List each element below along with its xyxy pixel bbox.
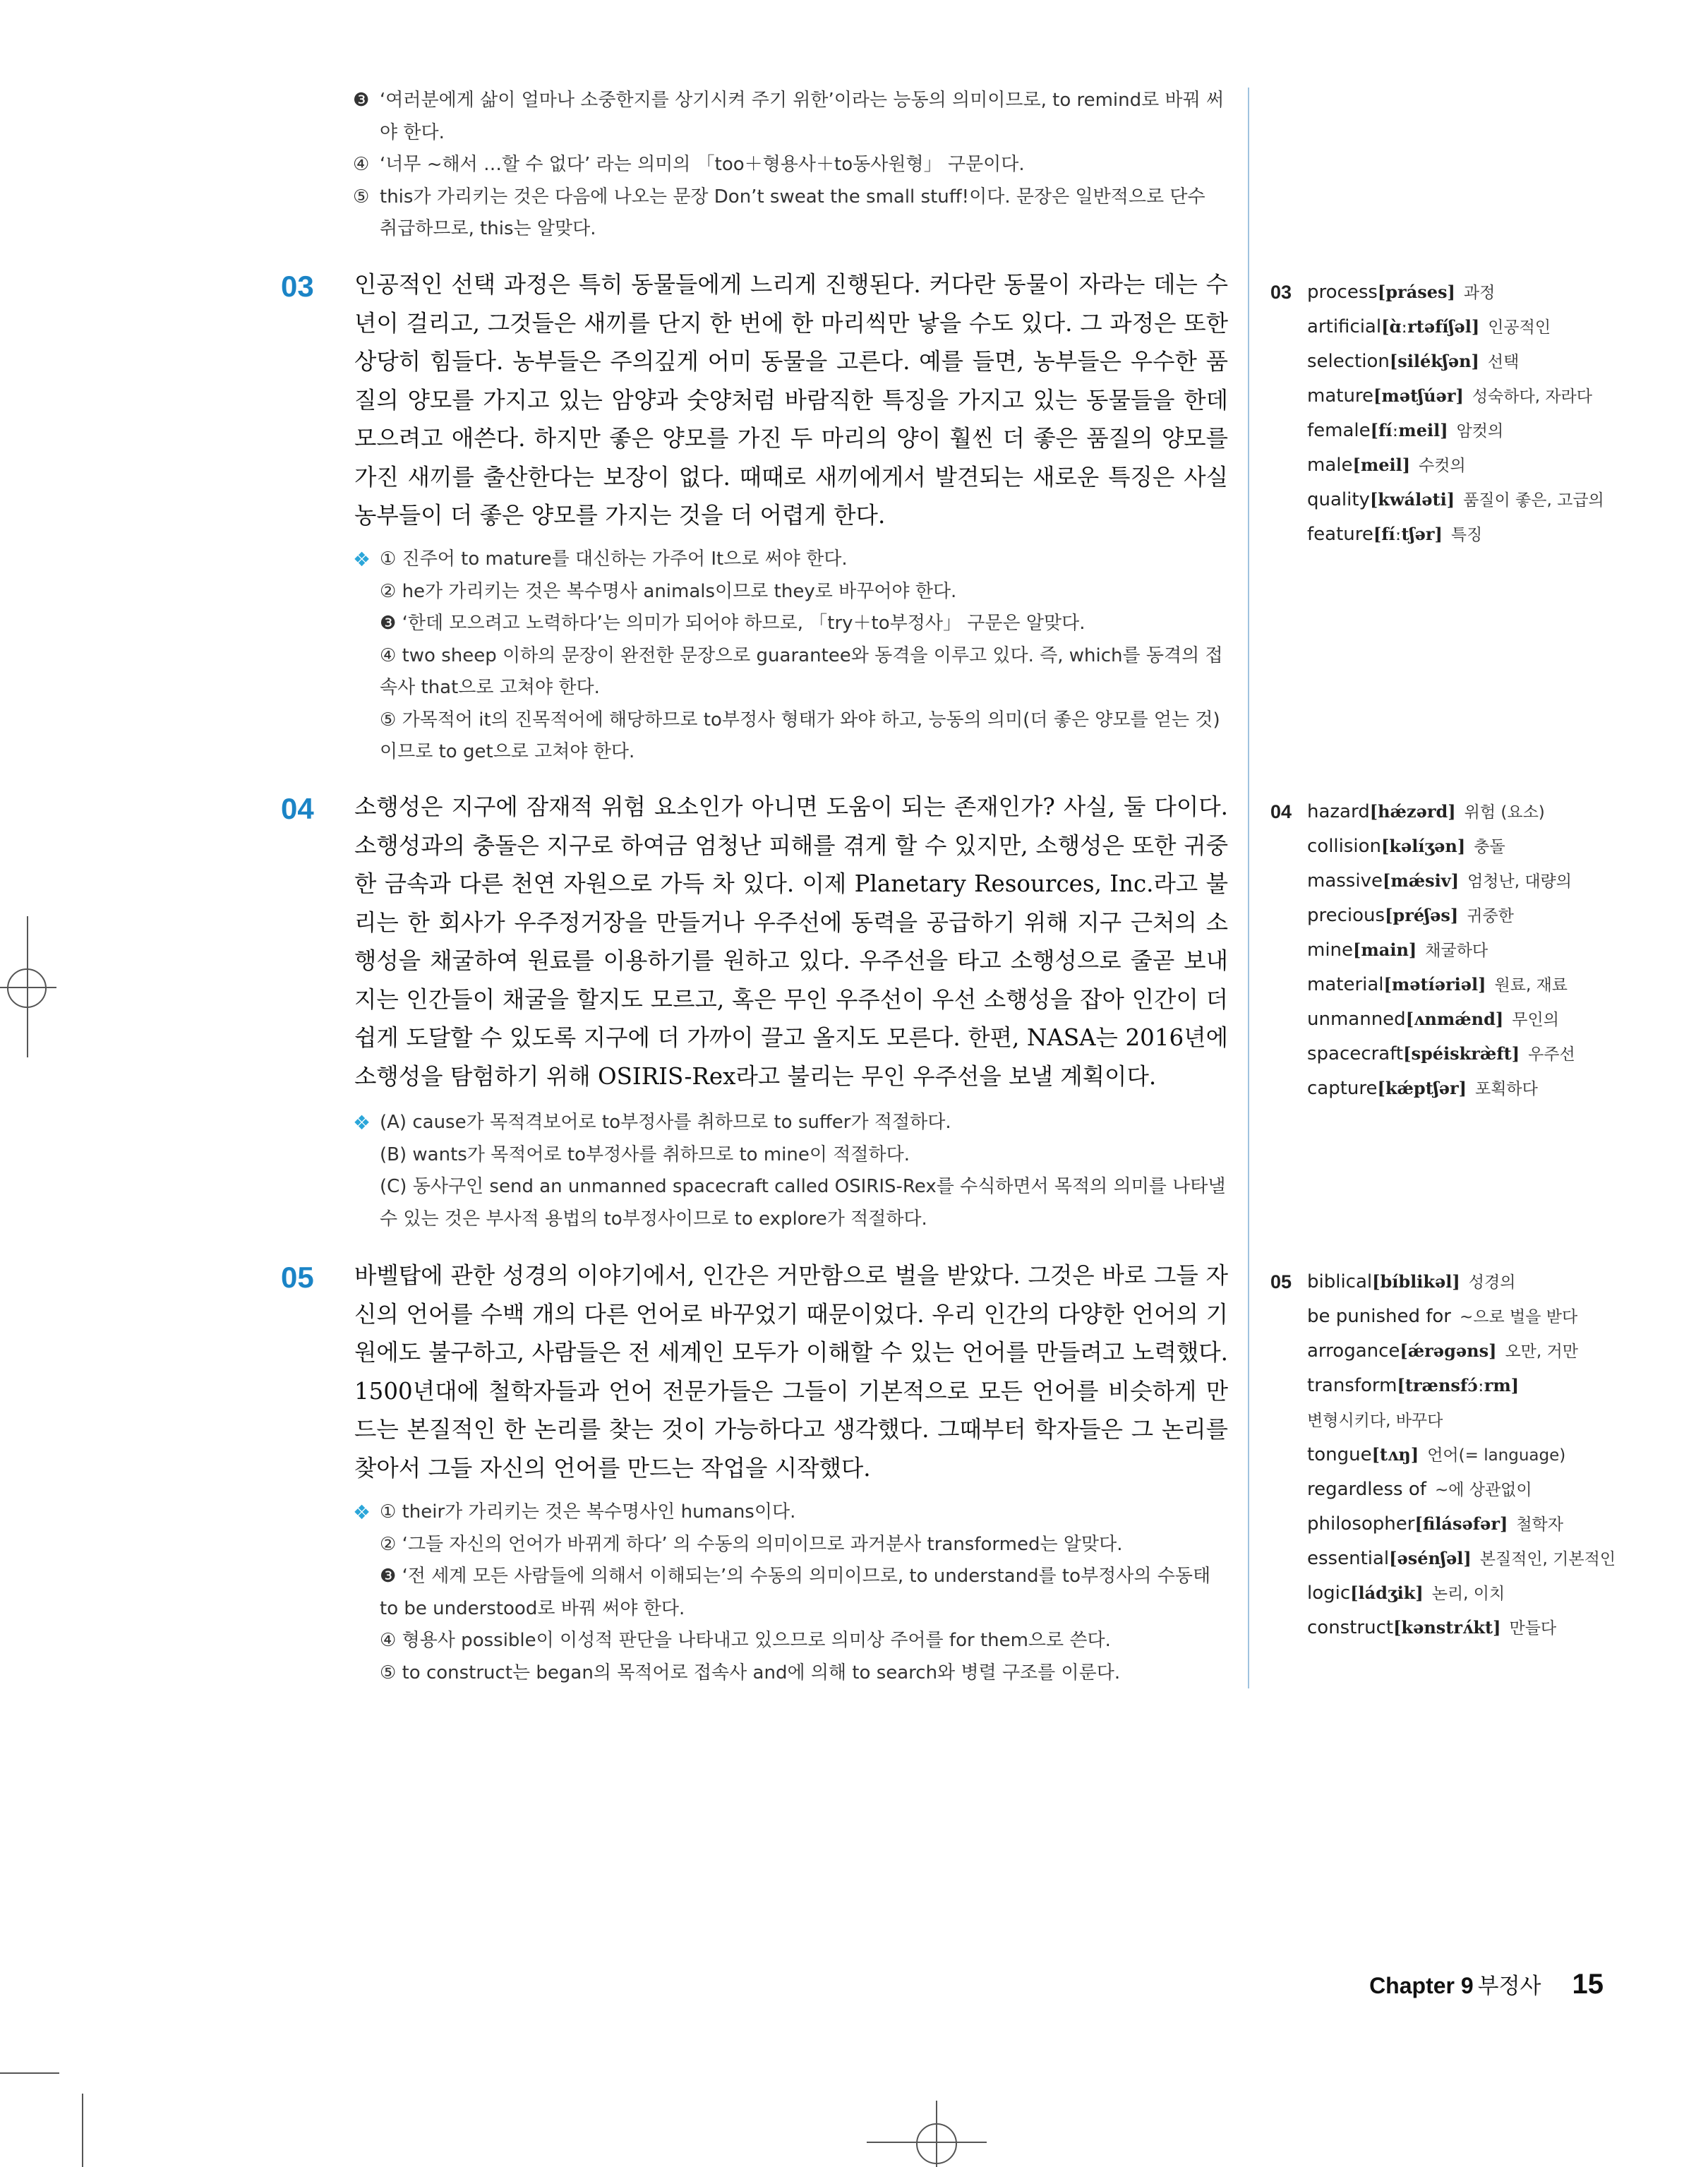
vocab-number: 04 — [1270, 801, 1292, 822]
note-item: ❖ (A) cause가 목적격보어로 to부정사를 취하므로 to suffer가 적절하다. — [353, 1107, 1228, 1139]
vocab-item — [1307, 1403, 1639, 1438]
explanation-notes — [353, 1107, 1228, 1235]
vocab-pronunciation: [kənstrʌ́kt] — [1393, 1617, 1501, 1638]
vocab-item — [1307, 1438, 1639, 1472]
vocab-pronunciation: [mətʃúər] — [1373, 385, 1464, 406]
vocab-meaning: 채굴하다 — [1425, 942, 1489, 960]
vocab-word: arrogance — [1307, 1340, 1400, 1362]
note-item: ❖ ① 진주어 to mature를 대신하는 가주어 It으로 써야 한다. — [353, 544, 1228, 576]
vocab-pronunciation: [spéiskræ̀ft] — [1403, 1043, 1520, 1064]
page-number: 15 — [1572, 1969, 1604, 2000]
vocab-pronunciation: [trænsfɔ́ːrm] — [1397, 1375, 1520, 1395]
diamond-bullet-icon: ❖ — [353, 1501, 371, 1524]
vocab-pronunciation: [main] — [1353, 940, 1417, 960]
vocab-item — [1307, 1369, 1639, 1403]
vocab-word: philosopher — [1307, 1513, 1415, 1535]
vocab-word: massive — [1307, 870, 1383, 892]
section-number: 04 — [281, 792, 314, 825]
vocab-word: female — [1307, 420, 1371, 441]
page-footer — [1369, 1968, 1604, 2000]
vocab-number: 03 — [1270, 282, 1292, 303]
vocab-meaning: 충돌 — [1474, 838, 1505, 856]
vocab-pronunciation: [mǽsiv] — [1382, 870, 1460, 891]
vocab-pronunciation: [ʌnmǽnd] — [1405, 1009, 1504, 1029]
vocab-list — [1307, 1265, 1639, 1645]
note-item: (B) wants가 목적어로 to부정사를 취하므로 to mine이 적절하다. — [380, 1143, 910, 1165]
registration-mark — [916, 2123, 957, 2164]
vocab-pronunciation: [əsénʃəl] — [1389, 1548, 1472, 1568]
vocab-item — [1307, 1611, 1639, 1645]
vocab-meaning: 논리, 이치 — [1431, 1585, 1505, 1603]
vocab-list — [1307, 275, 1639, 552]
vocab-item — [1307, 1002, 1639, 1037]
vocab-meaning: 성숙하다, 자라다 — [1472, 388, 1592, 406]
chapter-label: Chapter 9 — [1369, 1973, 1474, 1998]
vocab-meaning: 포획하다 — [1475, 1080, 1538, 1098]
vocab-meaning: 철학자 — [1516, 1515, 1563, 1534]
vocab-meaning: 만들다 — [1509, 1619, 1557, 1638]
vocab-list — [1307, 795, 1639, 1106]
vocab-meaning: 수컷의 — [1419, 457, 1466, 475]
vocab-meaning: 엄청난, 대량의 — [1467, 872, 1572, 891]
vocab-item — [1307, 968, 1639, 1002]
vocab-word: precious — [1307, 905, 1385, 926]
vocab-item — [1307, 1507, 1639, 1542]
note-item: ② ‘그들 자신의 언어가 바뀌게 하다’ 의 수동의 의미이므로 과거분사 transformed는 알맞다. — [380, 1533, 1123, 1555]
column-divider — [1248, 88, 1249, 1688]
section-number: 03 — [281, 270, 314, 303]
vocab-pronunciation: [hǽzərd] — [1369, 801, 1456, 822]
vocab-pronunciation: [kwáləti] — [1369, 489, 1455, 510]
vocab-word: mature — [1307, 385, 1374, 407]
crop-mark — [0, 2072, 59, 2074]
note-item: (C) 동사구인 send an unmanned spacecraft called OSIRIS-Rex를 수식하면서 목적의 의미를 나타낼 수 있는 것은 부사적 용법의 to부정사이므로 to explore가 적절하다. — [380, 1176, 1226, 1230]
vocab-word: collision — [1307, 836, 1382, 857]
note-item: ⑤ this가 가리키는 것은 다음에 나오는 문장 Don’t sweat the small stuff!이다. 문장은 일반적으로 단수 취급하므로, this는 알맞다. — [353, 186, 1205, 239]
vocab-word: male — [1307, 455, 1353, 476]
diamond-bullet-icon: ❖ — [353, 548, 371, 571]
diamond-bullet-icon: ❖ — [353, 1111, 371, 1134]
vocab-number: 05 — [1270, 1271, 1292, 1292]
vocab-meaning: 위험 (요소) — [1464, 803, 1545, 822]
vocab-word: spacecraft — [1307, 1043, 1404, 1064]
vocab-meaning: 오만, 거만 — [1505, 1343, 1578, 1361]
note-item: ❸ ‘여러분에게 삶이 얼마나 소중한지를 상기시켜 주기 위한’이라는 능동의 의미이므로, to remind로 바꿔 써야 한다. — [353, 90, 1225, 143]
vocab-item — [1307, 1576, 1639, 1611]
vocab-meaning: 암컷의 — [1456, 422, 1504, 440]
vocab-item — [1307, 933, 1639, 968]
vocab-item — [1307, 379, 1639, 414]
vocab-pronunciation: [mətíəriəl] — [1383, 974, 1486, 995]
vocab-pronunciation: [tʌŋ] — [1371, 1444, 1419, 1465]
vocab-item — [1307, 1472, 1639, 1507]
vocab-meaning: 우주선 — [1528, 1045, 1575, 1064]
vocab-meaning: 품질이 좋은, 고급의 — [1463, 491, 1604, 510]
note-item: ④ two sheep 이하의 문장이 완전한 문장으로 guarantee와 동격을 이루고 있다. 즉, which를 동격의 접속사 that으로 고쳐야 한다. — [380, 644, 1223, 698]
vocab-word: biblical — [1307, 1271, 1373, 1292]
vocab-pronunciation: [kǽptʃər] — [1377, 1078, 1467, 1098]
vocab-item — [1307, 829, 1639, 864]
vocab-word: mine — [1307, 940, 1354, 961]
vocab-word: transform — [1307, 1375, 1397, 1396]
vocab-meaning: 성경의 — [1468, 1273, 1516, 1292]
vocab-word: regardless of — [1307, 1479, 1426, 1500]
vocab-meaning: ~으로 벌을 받다 — [1460, 1308, 1578, 1326]
vocab-item — [1307, 1072, 1639, 1106]
vocab-item — [1307, 517, 1639, 552]
vocab-pronunciation: [meil] — [1352, 455, 1411, 475]
vocab-meaning: 언어(= language) — [1427, 1446, 1566, 1465]
explanation-notes — [353, 544, 1228, 769]
vocab-meaning: 변형시키다, 바꾸다 — [1307, 1412, 1443, 1430]
vocab-word: unmanned — [1307, 1009, 1406, 1030]
translation-paragraph: 소행성은 지구에 잠재적 위험 요소인가 아니면 도움이 되는 존재인가? 사실, 둘 다이다. 소행성과의 충돌은 지구로 하여금 엄청난 피해를 겪게 할 수 있지만, 소행성은 또한 귀중한 금속과 다른 천연 자원으로 가득 차 있다. 이제 Planetary Resources, Inc.라고 불리는 한 회사가 우주정거장을 만들거나 우주선에 동력을 공급하기 위해 지구 근처의 소행성을 채굴하여 원료를 이용하기를 원하고 있다. 우주선을 타고 소행성으로 줄곧 보내지는 인간들이 채굴을 할지도 모르고, 혹은 무인 우주선이 우선 소행성을 잡아 인간이 더 쉽게 도달할 수 있도록 지구에 더 가까이 끌고 올지도 모른다. 한편, NASA는 2016년에 소행성을 탐험하기 위해 OSIRIS-Rex라고 불리는 무인 우주선을 보낼 계획이다. — [354, 793, 1228, 1090]
vocab-pronunciation: [kəlíʒən] — [1381, 836, 1466, 856]
vocab-meaning: 귀중한 — [1467, 907, 1514, 925]
vocab-pronunciation: [silékʃən] — [1389, 351, 1479, 371]
vocab-item — [1307, 795, 1639, 829]
note-item: ❸ ‘한데 모으려고 노력하다’는 의미가 되어야 하므로, 「try＋to부정사」 구문은 알맞다. — [380, 613, 1085, 634]
vocab-pronunciation: [filásəfər] — [1414, 1513, 1508, 1534]
section-number: 05 — [281, 1261, 314, 1294]
vocab-meaning: 본질적인, 기본적인 — [1479, 1550, 1616, 1568]
vocab-word: selection — [1307, 351, 1390, 372]
vocab-meaning: 과정 — [1463, 284, 1496, 302]
note-item: ⑤ to construct는 began의 목적어로 접속사 and에 의해 to search와 병렬 구조를 이룬다. — [380, 1662, 1121, 1683]
vocab-item — [1307, 344, 1639, 379]
vocab-word: logic — [1307, 1583, 1351, 1604]
chapter-title: 부정사 — [1477, 1974, 1541, 1999]
vocab-pronunciation: [ɑ̀ːrtəfíʃəl] — [1381, 316, 1480, 337]
note-item: ❸ ‘전 세계 모든 사람들에 의해서 이해되는’의 수동의 의미이므로, to understand를 to부정사의 수동태 to be understood로 바꿔 써야 한다. — [380, 1566, 1211, 1619]
note-item: ④ ‘너무 ~해서 …할 수 없다’ 라는 의미의 「too＋형용사＋to동사원형」 구문이다. — [353, 154, 1025, 175]
vocab-pronunciation: [préʃəs] — [1385, 905, 1459, 925]
vocab-meaning: 원료, 재료 — [1494, 976, 1568, 995]
vocab-word: process — [1307, 282, 1378, 303]
vocab-meaning: ~에 상관없이 — [1434, 1481, 1532, 1499]
vocab-word: construct — [1307, 1617, 1394, 1638]
vocab-item — [1307, 864, 1639, 899]
vocab-word: material — [1307, 974, 1384, 995]
vocab-item — [1307, 310, 1639, 344]
vocab-pronunciation: [ǽrəgəns] — [1400, 1340, 1497, 1361]
vocab-item — [1307, 448, 1639, 483]
vocab-item — [1307, 1037, 1639, 1072]
vocab-item — [1307, 414, 1639, 448]
vocab-pronunciation: [fíːtʃər] — [1373, 524, 1443, 544]
vocab-item — [1307, 899, 1639, 933]
vocab-word: quality — [1307, 489, 1370, 510]
note-item: ❖ ① their가 가리키는 것은 복수명사인 humans이다. — [353, 1496, 1228, 1529]
vocab-meaning: 특징 — [1450, 526, 1483, 544]
vocab-word: be punished for — [1307, 1306, 1451, 1327]
vocab-item — [1307, 1265, 1639, 1299]
vocab-pronunciation: [práses] — [1377, 282, 1455, 302]
vocab-word: artificial — [1307, 316, 1382, 337]
vocab-word: feature — [1307, 524, 1373, 545]
vocab-meaning: 선택 — [1487, 353, 1520, 371]
vocab-word: tongue — [1307, 1444, 1372, 1465]
explanation-notes — [353, 1496, 1228, 1689]
vocab-pronunciation: [bíblikəl] — [1372, 1271, 1460, 1292]
note-item: ② he가 가리키는 것은 복수명사 animals이므로 they로 바꾸어야 한다. — [380, 580, 957, 602]
note-item: ⑤ 가목적어 it의 진목적어에 해당하므로 to부정사 형태가 와야 하고, 능동의 의미(더 좋은 양모를 얻는 것)이므로 to get으로 고쳐야 한다. — [380, 709, 1220, 762]
crop-mark — [82, 2094, 83, 2167]
note-item: ④ 형용사 possible이 이성적 판단을 나타내고 있으므로 의미상 주어를 for them으로 쓴다. — [380, 1630, 1111, 1651]
translation-paragraph: 바벨탑에 관한 성경의 이야기에서, 인간은 거만함으로 벌을 받았다. 그것은 바로 그들 자신의 언어를 수백 개의 다른 언어로 바꾸었기 때문이었다. 우리 인간의 다양한 언어의 기원에도 불구하고, 사람들은 전 세계인 모두가 이해할 수 있는 언어를 만들려고 노력했다. 1500년대에 철학자들과 언어 전문가들은 그들이 기본적으로 모든 언어를 비슷하게 만드는 본질적인 한 논리를 찾는 것이 가능하다고 생각했다. 그때부터 학자들은 그 논리를 찾아서 그들 자신의 언어를 만드는 작업을 시작했다. — [354, 1262, 1228, 1482]
vocab-item — [1307, 483, 1639, 517]
vocab-item — [1307, 1299, 1639, 1334]
vocab-pronunciation: [fíːmeil] — [1370, 420, 1448, 440]
registration-mark — [7, 968, 47, 1008]
vocab-word: capture — [1307, 1078, 1378, 1099]
vocab-meaning: 무인의 — [1512, 1011, 1559, 1029]
vocab-pronunciation: [ládʒik] — [1350, 1583, 1424, 1603]
vocab-word: essential — [1307, 1548, 1390, 1569]
vocab-item — [1307, 275, 1639, 310]
vocab-word: hazard — [1307, 801, 1370, 822]
vocab-meaning: 인공적인 — [1488, 318, 1551, 337]
vocab-item — [1307, 1542, 1639, 1576]
vocab-item — [1307, 1334, 1639, 1369]
translation-paragraph: 인공적인 선택 과정은 특히 동물들에게 느리게 진행된다. 커다란 동물이 자라는 데는 수 년이 걸리고, 그것들은 새끼를 단지 한 번에 한 마리씩만 낳을 수도 있다. 그 과정은 또한 상당히 힘들다. 농부들은 주의깊게 어미 동물을 고른다. 예를 들면, 농부들은 우수한 품질의 양모를 가지고 있는 암양과 숫양처럼 바람직한 특징을 가지고 있는 동물들을 한데 모으려고 애쓴다. 하지만 좋은 양모를 가진 두 마리의 양이 훨씬 더 좋은 품질의 양모를 가진 새끼를 출산한다는 보장이 없다. 때때로 새끼에게서 발견되는 새로운 특징은 사실 농부들이 더 좋은 양모를 가지는 것을 더 어렵게 한다. — [354, 271, 1228, 529]
